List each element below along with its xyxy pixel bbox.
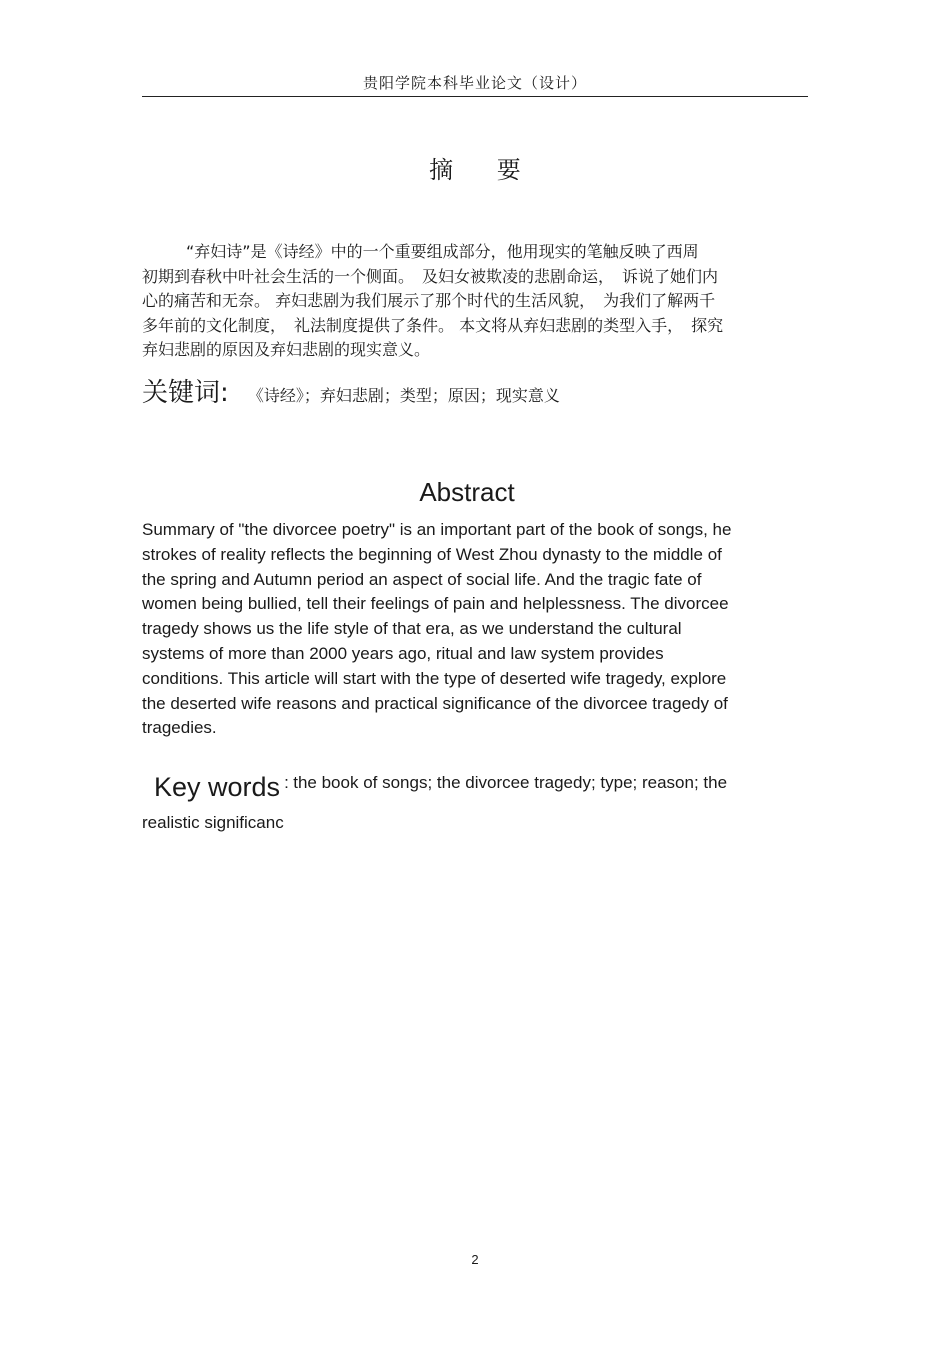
chinese-abstract-body — [142, 240, 808, 363]
english-keywords-colon: : — [284, 773, 289, 792]
chinese-abstract-line: 多年前的文化制度， 礼法制度提供了条件。 本文将从弃妇悲剧的类型入手， 探究 — [142, 315, 724, 335]
english-abstract-line: strokes of reality reflects the beginning of West Zhou dynasty to the middle of — [142, 544, 722, 564]
chinese-abstract-line: 心的痛苦和无奈。 弃妇悲剧为我们展示了那个时代的生活风貌， 为我们了解两千 — [142, 291, 716, 311]
english-abstract-line: tragedy shows us the life style of that era, as we understand the cultural — [142, 619, 682, 639]
english-abstract-line: Summary of "the divorcee poetry" is an important part of the book of songs, he — [142, 520, 732, 539]
english-abstract-line: conditions. This article will start with the type of deserted wife tragedy, explore — [142, 668, 727, 688]
page-number: 2 — [471, 1252, 479, 1267]
english-abstract-line: tragedies. — [142, 718, 217, 738]
header-rule — [142, 96, 808, 97]
chinese-abstract-line: “弃妇诗”是《诗经》中的一个重要组成部分，他用现实的笔触反映了西周 — [186, 242, 699, 261]
chinese-abstract-line: 初期到春秋中叶社会生活的一个侧面。 及妇女被欺凌的悲剧命运， 诉说了她们内 — [142, 266, 719, 286]
chinese-keywords — [142, 372, 808, 409]
english-keywords-text: the book of songs; the divorcee tragedy; type; reason; the — [293, 773, 728, 792]
english-abstract-title: Abstract — [419, 477, 515, 507]
chinese-keywords-list: 《诗经》；弃妇悲剧；类型；原因；现实意义 — [247, 386, 560, 405]
english-abstract-line: women being bullied, tell their feelings of pain and helplessness. The divorcee — [142, 594, 729, 614]
english-abstract-body — [142, 518, 782, 741]
english-abstract-line: the deserted wife reasons and practical significance of the divorcee tragedy of — [142, 693, 728, 713]
english-keywords — [142, 772, 808, 833]
chinese-abstract-title: 摘 要 — [429, 156, 539, 184]
english-keywords-continuation: realistic significanc — [142, 813, 284, 832]
english-abstract-line: the spring and Autumn period an aspect of social life. And the tragic fate of — [142, 569, 702, 589]
chinese-abstract-line: 弃妇悲剧的原因及弃妇悲剧的现实意义。 — [142, 340, 431, 360]
english-abstract-line: systems of more than 2000 years ago, ritual and law system provides — [142, 643, 664, 663]
english-keywords-label: Key words — [154, 772, 281, 802]
chinese-keywords-label: 关键词: — [142, 378, 229, 408]
running-header: 贵阳学院本科毕业论文（设计） — [362, 74, 587, 92]
